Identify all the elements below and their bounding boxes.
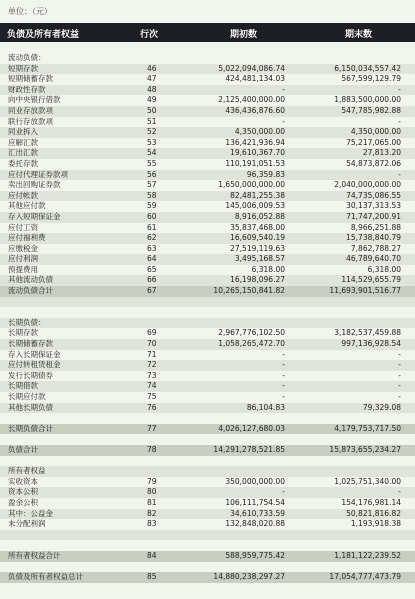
cell-name: 应缴税金: [8, 243, 38, 253]
cell-name: 长期负债：: [8, 317, 46, 327]
table-row: [0, 106, 415, 117]
cell-name: 长期存款: [8, 328, 38, 338]
cell-begin: 4,026,127,680.03: [218, 423, 285, 433]
cell-begin: 1,058,265,472.70: [218, 339, 285, 349]
table-row: [0, 540, 415, 551]
cell-seq: 46: [147, 63, 157, 73]
cell-end: 997,136,928.54: [341, 339, 401, 349]
cell-seq: 56: [147, 169, 157, 179]
table-row: [0, 254, 415, 265]
table-row: [0, 117, 415, 128]
cell-seq: 48: [147, 84, 157, 94]
unit-label: 单位：（元）: [8, 7, 52, 16]
cell-name: 卖出回购证券款: [8, 180, 61, 190]
cell-name: 流动负债合计: [8, 286, 53, 296]
cell-end: 6,318.00: [367, 264, 401, 274]
table-row: [0, 572, 415, 583]
cell-begin: 16,609,540.19: [230, 233, 285, 243]
cell-name: 应付工资: [8, 222, 38, 232]
table-row: [0, 328, 415, 339]
table-row: [0, 212, 415, 223]
cell-end: 154,176,981.14: [341, 497, 401, 507]
cell-name: 预提费用: [8, 264, 38, 274]
cell-begin: 436,436,876.60: [225, 105, 285, 115]
cell-seq: 63: [147, 243, 157, 253]
cell-name: 其他流动负债: [8, 275, 53, 285]
cell-end: 567,599,129.79: [341, 74, 401, 84]
cell-name: 其他应付款: [8, 201, 46, 211]
cell-begin: 4,350,000.00: [234, 127, 285, 137]
cell-seq: 60: [147, 211, 157, 221]
table-row: [0, 424, 415, 435]
cell-seq: 85: [147, 572, 157, 582]
table-row: [0, 307, 415, 318]
cell-begin: 2,125,400,000.00: [218, 95, 285, 105]
cell-name: 委托存款: [8, 158, 38, 168]
cell-end: -: [398, 370, 401, 380]
table-row: [0, 201, 415, 212]
table-header: [0, 23, 415, 42]
cell-seq: 80: [147, 487, 157, 497]
cell-seq: 67: [147, 286, 157, 296]
table-row: [0, 85, 415, 96]
cell-begin: 1,650,000,000.00: [218, 180, 285, 190]
cell-begin: 82,481,255.38: [230, 190, 285, 200]
cell-name: 所有者权益: [8, 466, 46, 476]
cell-seq: 79: [147, 476, 157, 486]
table-row: [0, 381, 415, 392]
table-row: [0, 339, 415, 350]
cell-name: 同业拆入: [8, 127, 38, 137]
cell-begin: 588,959,775.42: [225, 550, 285, 560]
table-row: [0, 95, 415, 106]
cell-begin: 27,519,119.63: [230, 243, 285, 253]
cell-end: 79,329.08: [362, 402, 401, 412]
cell-begin: -: [282, 349, 285, 359]
cell-end: 27,813.20: [362, 148, 401, 158]
cell-seq: 83: [147, 519, 157, 529]
cell-end: 15,738,840.79: [346, 233, 401, 243]
table-row: [0, 127, 415, 138]
header-seq: 行次: [140, 30, 159, 40]
cell-end: 15,873,655,234.27: [329, 444, 401, 454]
cell-name: 存入短期保证金: [8, 211, 61, 221]
cell-seq: 84: [147, 550, 157, 560]
cell-name: 其中：公益金: [8, 508, 53, 518]
table-row: [0, 74, 415, 85]
cell-name: 短期存款: [8, 63, 38, 73]
table-row: [0, 244, 415, 255]
table-row: [0, 466, 415, 477]
cell-seq: 47: [147, 74, 157, 84]
cell-name: 存入长期保证金: [8, 349, 61, 359]
cell-begin: 145,006,009.53: [225, 201, 285, 211]
cell-end: 74,735,086.55: [346, 190, 401, 200]
cell-end: 54,873,872.06: [346, 158, 401, 168]
cell-name: 短期储蓄存款: [8, 74, 53, 84]
table-row: [0, 233, 415, 244]
cell-name: 资本公积: [8, 487, 38, 497]
cell-begin: 5,022,094,086.74: [218, 63, 285, 73]
cell-begin: 424,481,134.03: [225, 74, 285, 84]
cell-seq: 72: [147, 360, 157, 370]
cell-begin: -: [282, 487, 285, 497]
header-begin: 期初数: [230, 30, 258, 40]
cell-end: -: [398, 392, 401, 401]
cell-end: -: [398, 169, 401, 179]
cell-end: 547,785,982.88: [341, 105, 401, 115]
cell-begin: -: [282, 370, 285, 380]
cell-seq: 53: [147, 137, 157, 147]
cell-begin: 14,291,278,521.85: [213, 444, 285, 454]
table-row: [0, 477, 415, 488]
table-row: [0, 297, 415, 308]
cell-end: 4,350,000.00: [350, 127, 401, 137]
cell-name: 所有者权益合计: [8, 550, 61, 560]
cell-end: 4,179,753,717.50: [334, 423, 401, 433]
cell-end: -: [398, 487, 401, 497]
cell-name: 应付福利费: [8, 233, 46, 243]
cell-end: 1,193,918.38: [350, 519, 401, 529]
cell-begin: 16,198,096.27: [230, 275, 285, 285]
cell-name: 长期储蓄存款: [8, 339, 53, 349]
cell-begin: 8,916,052.88: [234, 211, 285, 221]
cell-end: 3,182,537,459.88: [334, 328, 401, 338]
cell-name: 长期借款: [8, 381, 38, 391]
cell-name: 长期负债合计: [8, 423, 53, 433]
table-row: [0, 509, 415, 520]
cell-end: 75,217,065.00: [346, 137, 401, 147]
cell-begin: -: [282, 360, 285, 370]
cell-seq: 52: [147, 127, 157, 137]
cell-seq: 82: [147, 508, 157, 518]
cell-seq: 55: [147, 158, 157, 168]
cell-begin: 19,610,367.70: [230, 148, 285, 158]
cell-end: -: [398, 349, 401, 359]
table-row: [0, 148, 415, 159]
cell-end: 46,789,640.70: [346, 254, 401, 264]
cell-end: 2,040,000,000.00: [334, 180, 401, 190]
table-row: [0, 170, 415, 181]
cell-end: 7,862,788.27: [350, 243, 401, 253]
cell-seq: 70: [147, 339, 157, 349]
cell-name: 盈余公积: [8, 497, 38, 507]
cell-seq: 65: [147, 264, 157, 274]
cell-begin: 86,104.83: [246, 402, 285, 412]
table-row: [0, 498, 415, 509]
cell-end: -: [398, 360, 401, 370]
cell-end: 1,181,122,239.52: [334, 550, 401, 560]
cell-seq: 50: [147, 105, 157, 115]
cell-end: 50,821,816.82: [346, 508, 401, 518]
cell-name: 联行存放款项: [8, 116, 53, 126]
cell-begin: 132,848,020.88: [225, 519, 285, 529]
table-row: [0, 223, 415, 234]
table-row: [0, 371, 415, 382]
header-name: 负债及所有者权益: [7, 30, 80, 40]
table-row: [0, 275, 415, 286]
table-row: [0, 191, 415, 202]
cell-seq: 61: [147, 222, 157, 232]
table-row: [0, 265, 415, 276]
table-row: [0, 519, 415, 530]
cell-end: 30,137,313.53: [346, 201, 401, 211]
cell-end: -: [398, 381, 401, 391]
cell-seq: 71: [147, 349, 157, 359]
cell-name: 负债合计: [8, 444, 38, 454]
table-row: [0, 403, 415, 414]
cell-begin: 106,111,754.54: [225, 497, 285, 507]
cell-end: 71,747,200.91: [346, 211, 401, 221]
table-row: [0, 138, 415, 149]
cell-end: 1,025,751,340.00: [334, 476, 401, 486]
table-row: [0, 487, 415, 498]
table-row: [0, 286, 415, 297]
cell-seq: 49: [147, 95, 157, 105]
cell-begin: 136,421,936.94: [225, 137, 285, 147]
cell-name: 同业存放款项: [8, 105, 53, 115]
cell-begin: 6,318.00: [251, 264, 285, 274]
cell-end: 8,966,251.88: [350, 222, 401, 232]
cell-end: 17,054,777,473.79: [329, 572, 401, 582]
table-row: [0, 159, 415, 170]
cell-begin: -: [282, 116, 285, 126]
table-row: [0, 360, 415, 371]
cell-begin: -: [282, 381, 285, 391]
table-row: [0, 530, 415, 541]
cell-name: 发行长期债券: [8, 370, 53, 380]
cell-seq: 66: [147, 275, 157, 285]
cell-begin: 34,610,733.59: [230, 508, 285, 518]
cell-seq: 58: [147, 190, 157, 200]
cell-end: 114,529,655.79: [341, 275, 401, 285]
cell-name: 应解汇款: [8, 137, 38, 147]
cell-begin: 3,495,168.57: [234, 254, 285, 264]
cell-seq: 51: [147, 116, 157, 126]
cell-seq: 57: [147, 180, 157, 190]
table-row: [0, 445, 415, 456]
table-row: [0, 434, 415, 445]
cell-begin: -: [282, 84, 285, 94]
cell-begin: 10,265,150,841.82: [213, 286, 285, 296]
cell-begin: -: [282, 392, 285, 401]
cell-name: 负债及所有者权益总计: [8, 572, 83, 582]
header-end: 期末数: [345, 30, 373, 40]
cell-name: 未分配利润: [8, 519, 46, 529]
table-row: [0, 180, 415, 191]
cell-begin: 14,880,238,297.27: [213, 572, 285, 582]
cell-begin: 2,967,776,102.50: [218, 328, 285, 338]
cell-begin: 96,359.83: [246, 169, 285, 179]
cell-seq: 59: [147, 201, 157, 211]
table-body: [0, 53, 415, 583]
cell-seq: 75: [147, 392, 157, 401]
cell-seq: 64: [147, 254, 157, 264]
cell-seq: 77: [147, 423, 157, 433]
cell-seq: 62: [147, 233, 157, 243]
cell-name: 应付利润: [8, 254, 38, 264]
cell-seq: 54: [147, 148, 157, 158]
cell-begin: 110,191,051.53: [225, 158, 285, 168]
cell-seq: 73: [147, 370, 157, 380]
table-row: [0, 562, 415, 573]
cell-seq: 78: [147, 444, 157, 454]
cell-name: 应付代理证券款项: [8, 169, 68, 179]
cell-seq: 81: [147, 497, 157, 507]
cell-end: 1,883,500,000.00: [334, 95, 401, 105]
cell-name: 实收资本: [8, 476, 38, 486]
cell-name: 应付转租赁租金: [8, 360, 61, 370]
cell-name: 流动负债：: [8, 53, 46, 62]
cell-end: -: [398, 116, 401, 126]
table-row: [0, 64, 415, 75]
table-row: [0, 350, 415, 361]
cell-seq: 74: [147, 381, 157, 391]
cell-name: 长期应付款: [8, 392, 46, 401]
cell-name: 应付帐款: [8, 190, 38, 200]
cell-name: 其他长期负债: [8, 402, 53, 412]
cell-name: 财政性存款: [8, 84, 46, 94]
cell-seq: 69: [147, 328, 157, 338]
table-row: [0, 456, 415, 467]
table-row: [0, 53, 415, 64]
table-row: [0, 318, 415, 329]
cell-end: 6,150,034,557.42: [334, 63, 401, 73]
cell-begin: 35,837,468.00: [230, 222, 285, 232]
table-row: [0, 551, 415, 562]
cell-name: 汇出汇款: [8, 148, 38, 158]
table-row: [0, 413, 415, 424]
cell-begin: 350,000,000.00: [225, 476, 285, 486]
cell-end: 11,693,901,516.77: [329, 286, 401, 296]
table-row: [0, 392, 415, 403]
cell-seq: 76: [147, 402, 157, 412]
cell-end: -: [398, 84, 401, 94]
cell-name: 向中央银行借款: [8, 95, 61, 105]
